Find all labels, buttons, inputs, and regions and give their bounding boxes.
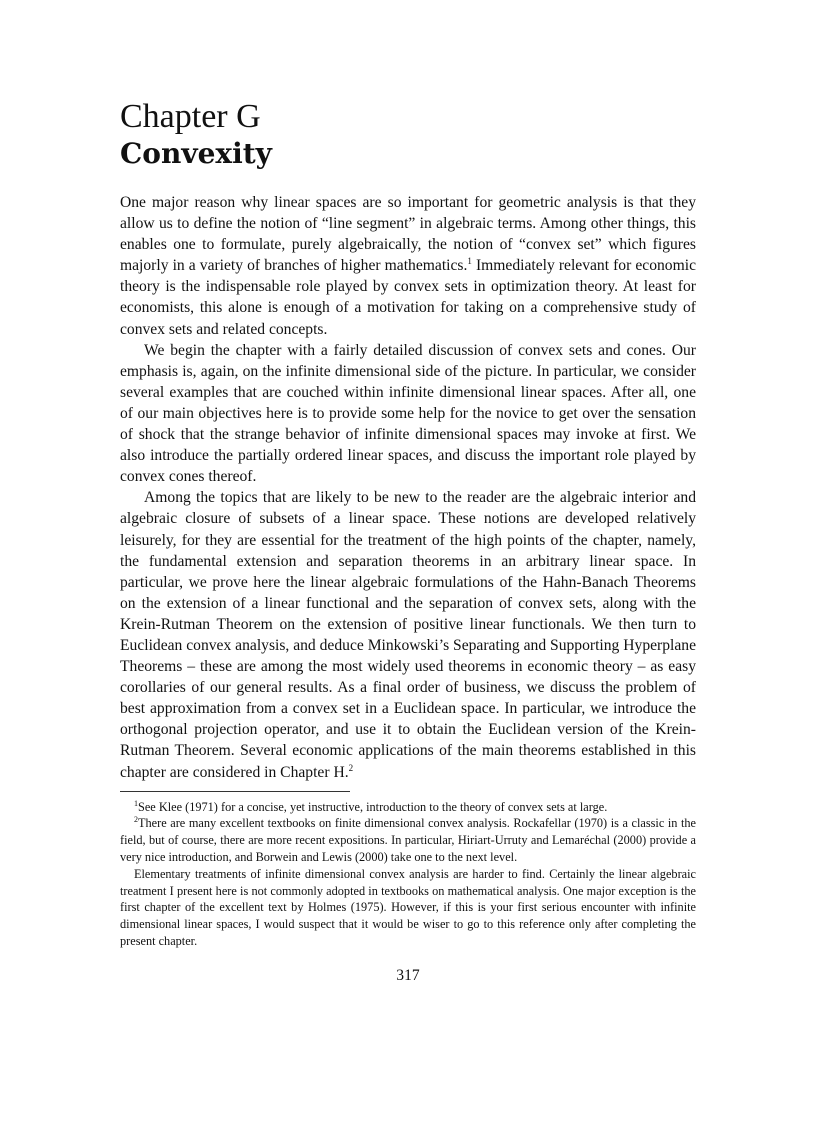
paragraph-3-text: Among the topics that are likely to be new to the reader are the algebraic interior and algebraic closure of subsets of a linear space. These notions are developed relatively leisurely, for they are essential for the treatment of the high points of the chapter, namely, the fundamental extension and separation theorems in an arbitrary linear space. In particular, we prove here the linear algebraic formulations of the Hahn-Banach Theorems on the extension of a linear functional and the separation of convex sets, along with the Krein-Rutman Theorem on the extension of positive linear functionals. We then turn to Euclidean convex analysis, and deduce Minkowski’s Separating and Supporting Hyperplane Theorems – these are among the most widely used theorems in economic theory – as easy corollaries of our general results. As a final order of business, we discuss the problem of best approximation from a convex set in a Euclidean space. In particular, we introduce the orthogonal projection operator, and use it to obtain the Euclidean version of the Krein-Rutman Theorem. Several economic applications of the main theorems established in this chapter are considered in Chapter H. (120, 489, 696, 781)
paragraph-2: We begin the chapter with a fairly detailed discussion of convex sets and cones. Our emphasis is, again, on the infinite dimensional side of the picture. In particular, we consider several examples that are couched within infinite dimensional linear spaces. After all, one of our main objectives here is to provide some help for the novice to get over the sensation of shock that the strange behavior of infinite dimensional spaces may invoke at first. We also introduce the partially ordered linear spaces, and discuss the important role played by convex cones thereof. (120, 341, 696, 486)
page-number: 317 (396, 967, 420, 984)
footnote-1 (120, 799, 696, 816)
chapter-label: Chapter G (120, 98, 261, 135)
footnote-1-mark: 1 (134, 798, 138, 808)
footnote-2-continued: Elementary treatments of infinite dimensional convex analysis are harder to find. Certainly the linear algebraic treatment I present here is not commonly adopted in textbooks on mathematical analysis. One major exception is the first chapter of the excellent text by Holmes (1975). However, if this is your first serious encounter with infinite dimensional linear spaces, I would suspect that it would be wiser to go to this reference only after completing the present chapter. (120, 866, 696, 948)
paragraph-1 (120, 192, 696, 340)
footnote-2-text: There are many excellent textbooks on finite dimensional convex analysis. Rockafellar (1970) is a classic in the field, but of course, there are more recent expositions. In particular, Hiriart-Urruty and Lemaréchal (2000) provide a very nice introduction, and Borwein and Lewis (2000) take one to the next level. (120, 816, 696, 865)
footnote-2-mark: 2 (134, 815, 138, 825)
chapter-title: Convexity (120, 137, 272, 170)
paragraph-1-text-a: One major reason why linear spaces are so important for geometric analysis is that they allow us to define the notion of “line segment” in algebraic terms. Among other things, this enables one to formulate, purely algebraically, the notion of “convex set” which figures majorly in a variety of branches of higher mathematics. (120, 194, 696, 275)
footnote-ref-1: 1 (467, 256, 472, 267)
footnote-1-text: See Klee (1971) for a concise, yet instructive, introduction to the theory of convex sets at large. (138, 799, 608, 814)
paragraph-3 (120, 487, 696, 782)
footnote-divider (120, 791, 350, 792)
page-body (120, 98, 696, 950)
paragraph-1-text-b: Immediately relevant for economic theory is the indispensable role played by convex sets in optimization theory. At least for economists, this alone is enough of a motivation for taking on a comprehensive study of convex sets and related concepts. (120, 257, 696, 338)
footnote-ref-2: 2 (348, 762, 354, 773)
footnote-2 (120, 815, 696, 865)
